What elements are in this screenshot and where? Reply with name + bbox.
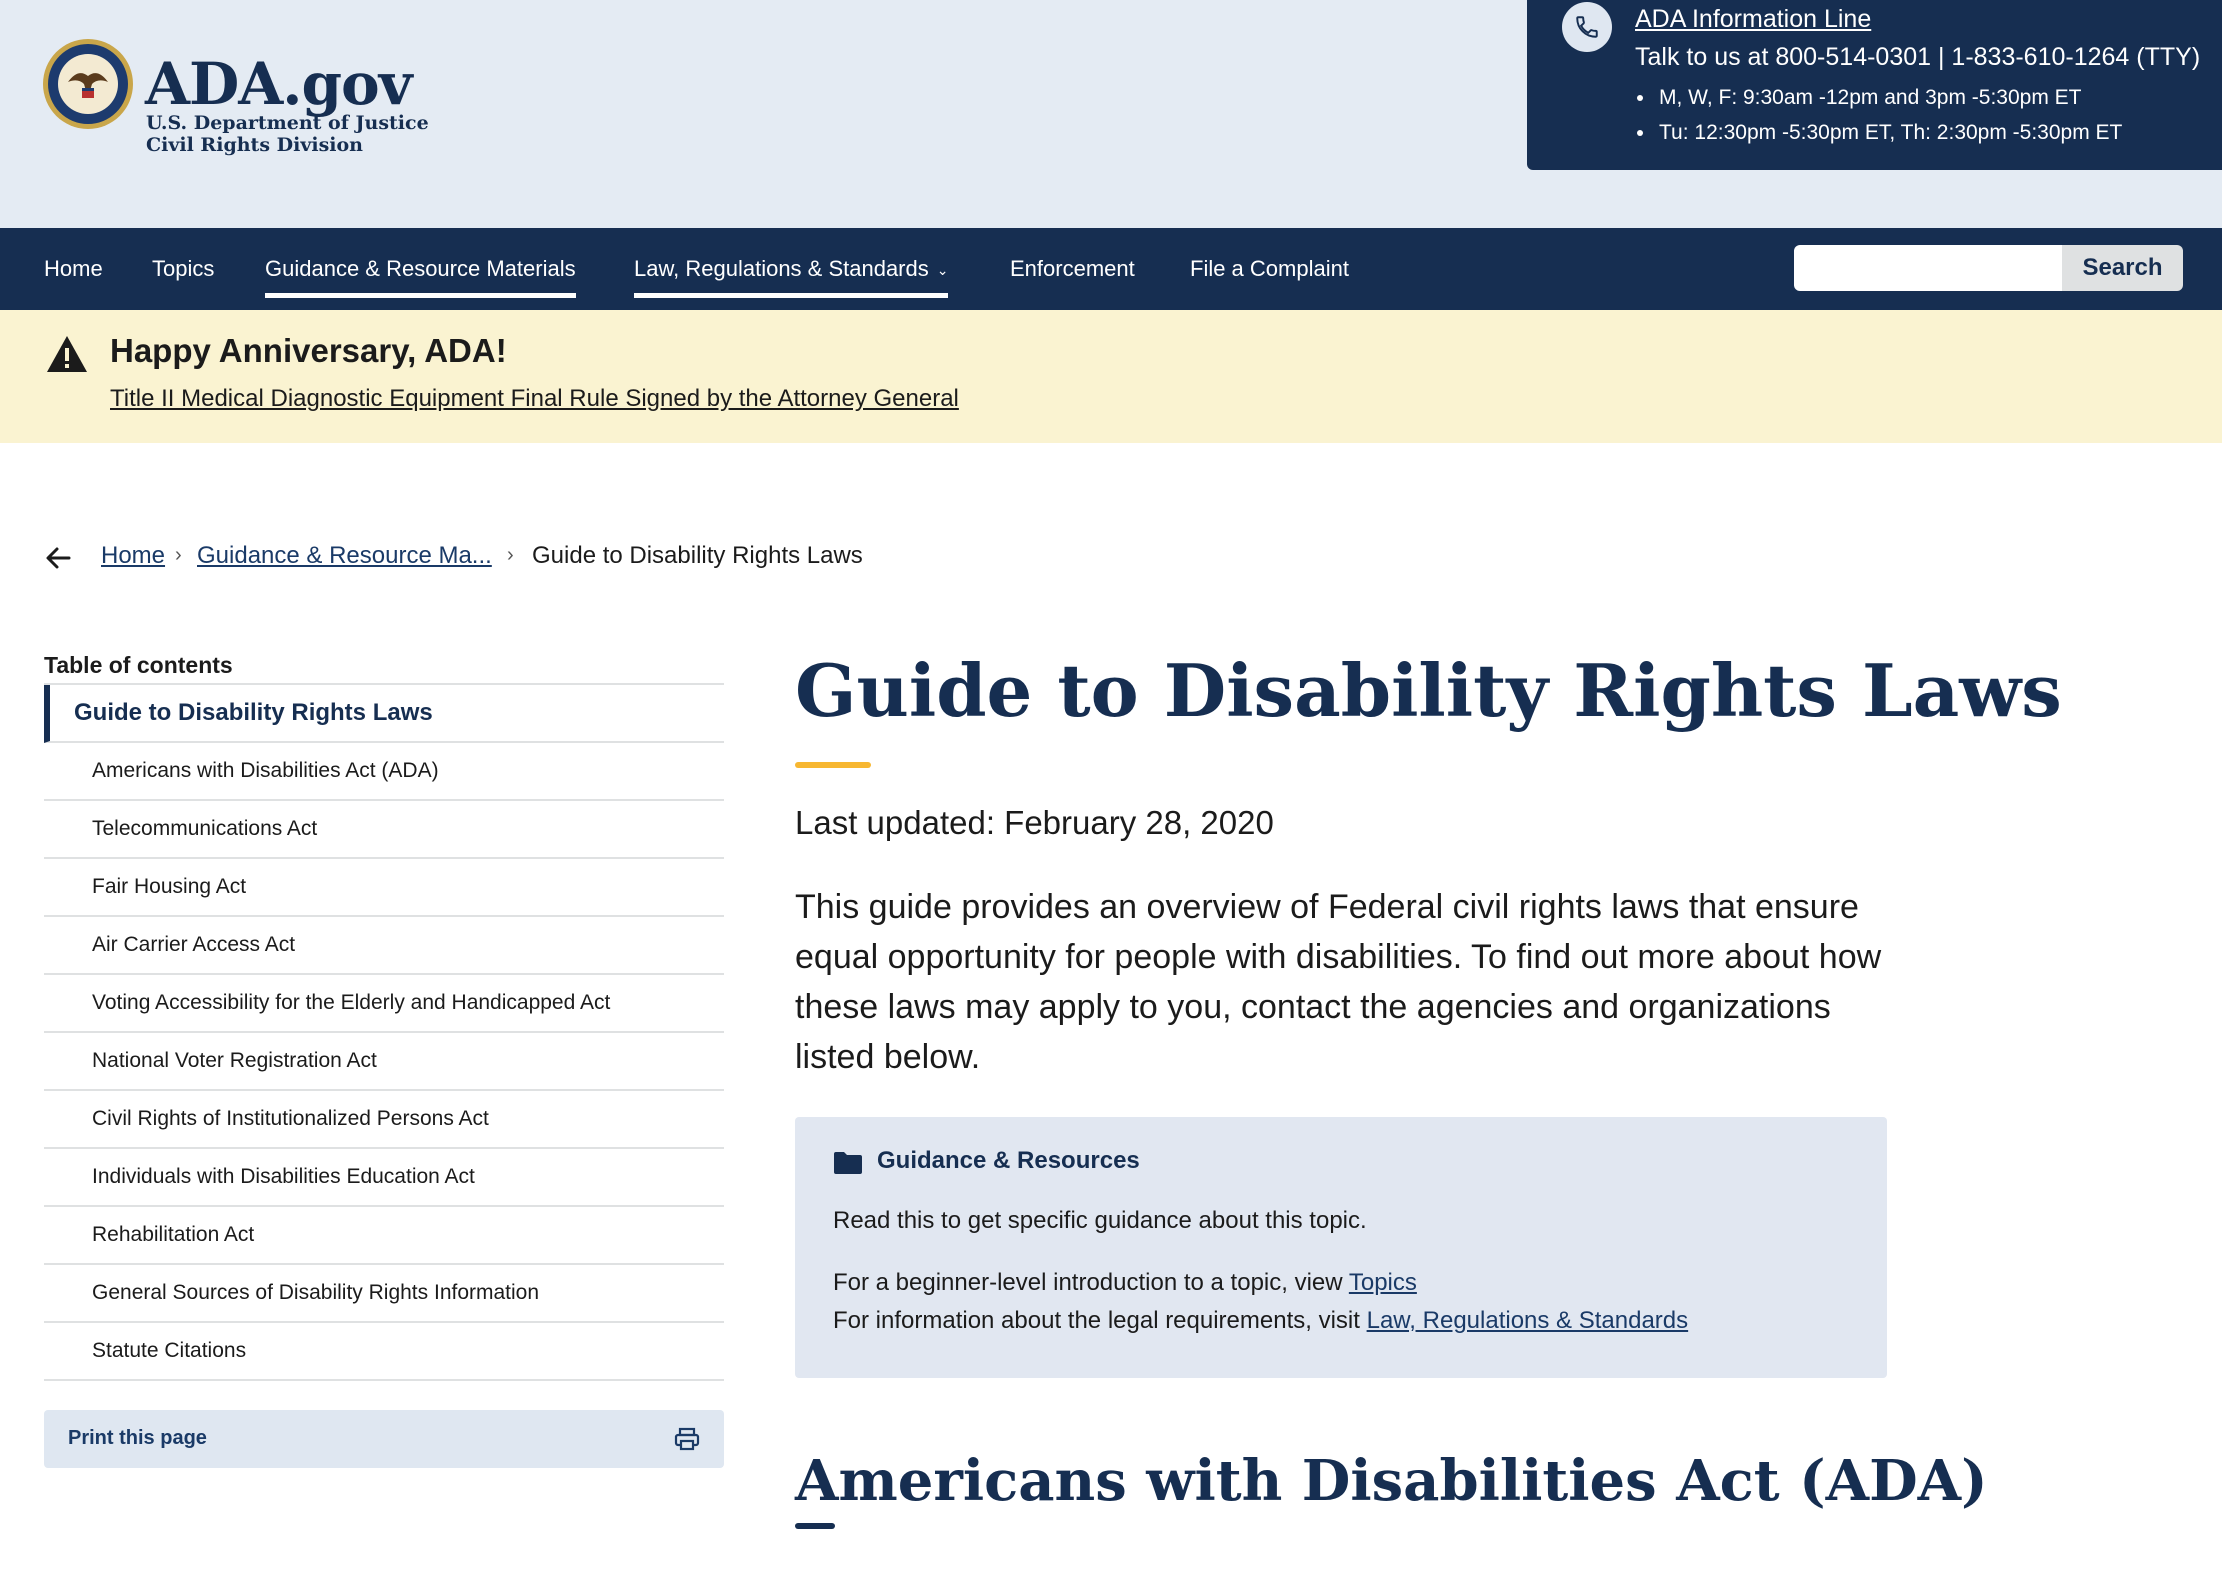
- nav-file-complaint[interactable]: [1190, 228, 1349, 310]
- nav-active-underline: [265, 293, 576, 298]
- toc-item[interactable]: National Voter Registration Act: [44, 1033, 724, 1091]
- search-input[interactable]: [1794, 245, 2062, 291]
- toc-item[interactable]: Statute Citations: [44, 1323, 724, 1381]
- topics-link[interactable]: Topics: [1348, 1269, 1417, 1296]
- nav-guidance-label: Guidance & Resource Materials: [265, 256, 576, 281]
- nav-active-underline: [634, 293, 948, 298]
- toc-item[interactable]: Telecommunications Act: [44, 801, 724, 859]
- guidance-topics-line: [833, 1269, 1417, 1297]
- toc-item[interactable]: Air Carrier Access Act: [44, 917, 724, 975]
- toc-item[interactable]: Voting Accessibility for the Elderly and Handicapped Act: [44, 975, 724, 1033]
- warning-icon: [45, 334, 89, 374]
- toc-item[interactable]: Fair Housing Act: [44, 859, 724, 917]
- site-header: [0, 0, 2222, 228]
- table-of-contents: [44, 683, 724, 1381]
- last-updated: Last updated: February 28, 2020: [795, 804, 1274, 841]
- info-line-hours: [1635, 80, 2122, 150]
- subtitle-line-1: U.S. Department of Justice: [146, 112, 429, 134]
- guidance-resources-box: [795, 1117, 1887, 1378]
- breadcrumb-guidance[interactable]: Guidance & Resource Ma...: [197, 542, 492, 569]
- folder-icon: [833, 1151, 863, 1175]
- nav-file-complaint-label: File a Complaint: [1190, 256, 1349, 281]
- info-line-phone: Talk to us at 800-514-0301 | 1-833-610-1264 (TTY): [1635, 43, 2201, 71]
- nav-topics[interactable]: [152, 228, 214, 310]
- info-line-link[interactable]: ADA Information Line: [1635, 5, 1872, 33]
- doj-seal-icon[interactable]: [42, 38, 134, 130]
- toc-heading: Table of contents: [44, 652, 233, 678]
- guidance-law-line: [833, 1307, 1688, 1335]
- toc-current-item[interactable]: Guide to Disability Rights Laws: [44, 685, 724, 743]
- nav-topics-label: Topics: [152, 256, 215, 281]
- guidance-topics-prefix: For a beginner-level introduction to a topic, view: [833, 1269, 1349, 1296]
- nav-law-label: Law, Regulations & Standards: [634, 256, 929, 281]
- toc-item[interactable]: Individuals with Disabilities Education Act: [44, 1149, 724, 1207]
- chevron-right-icon: ›: [507, 544, 514, 566]
- site-title[interactable]: ADA.gov: [145, 50, 412, 118]
- toc-item[interactable]: Civil Rights of Institutionalized Persons Act: [44, 1091, 724, 1149]
- alert-link[interactable]: Title II Medical Diagnostic Equipment Final Rule Signed by the Attorney General: [110, 385, 959, 412]
- nav-guidance[interactable]: [265, 228, 576, 310]
- chevron-down-icon: ⌄: [936, 262, 949, 279]
- guidance-law-prefix: For information about the legal requirements, visit: [833, 1307, 1367, 1334]
- ada-info-line-box: [1527, 0, 2222, 170]
- toc-item[interactable]: Americans with Disabilities Act (ADA): [44, 743, 724, 801]
- page-title: Guide to Disability Rights Laws: [795, 648, 2062, 733]
- section-heading-ada: Americans with Disabilities Act (ADA): [795, 1448, 1988, 1514]
- subtitle-line-2: Civil Rights Division: [146, 134, 363, 156]
- section-accent-bar: [795, 1523, 835, 1529]
- chevron-right-icon: ›: [175, 544, 182, 566]
- phone-icon: [1562, 2, 1612, 52]
- breadcrumb-home[interactable]: Home: [101, 542, 166, 569]
- search-button[interactable]: Search: [2062, 245, 2183, 291]
- hours-item: M, W, F: 9:30am -12pm and 3pm -5:30pm ET: [1635, 80, 2122, 115]
- print-page-button[interactable]: [44, 1410, 724, 1468]
- nav-home-label: Home: [44, 256, 103, 281]
- breadcrumb-current: Guide to Disability Rights Laws: [532, 542, 863, 569]
- nav-enforcement[interactable]: [1010, 228, 1135, 310]
- site-subtitle: [146, 112, 429, 156]
- alert-banner: [0, 310, 2222, 443]
- intro-paragraph: This guide provides an overview of Federal civil rights laws that ensure equal opportunity for people with disabilities. To find out more about how these laws may apply to you, contact the agencies and organizations listed below.: [795, 888, 1882, 1076]
- printer-icon: [674, 1427, 700, 1451]
- nav-enforcement-label: Enforcement: [1010, 256, 1135, 281]
- nav-law-regulations[interactable]: [634, 228, 948, 310]
- arrow-left-icon[interactable]: [45, 546, 71, 570]
- toc-item[interactable]: General Sources of Disability Rights Information: [44, 1265, 724, 1323]
- hours-item: Tu: 12:30pm -5:30pm ET, Th: 2:30pm -5:30pm ET: [1635, 115, 2122, 150]
- alert-title: Happy Anniversary, ADA!: [110, 332, 507, 369]
- guidance-title: Guidance & Resources: [877, 1147, 1140, 1174]
- print-page-label: Print this page: [68, 1427, 207, 1449]
- title-accent-bar: [795, 762, 871, 768]
- law-regulations-link[interactable]: Law, Regulations & Standards: [1366, 1307, 1689, 1334]
- nav-home[interactable]: [44, 228, 103, 310]
- toc-item[interactable]: Rehabilitation Act: [44, 1207, 724, 1265]
- guidance-text: Read this to get specific guidance about this topic.: [833, 1207, 1367, 1234]
